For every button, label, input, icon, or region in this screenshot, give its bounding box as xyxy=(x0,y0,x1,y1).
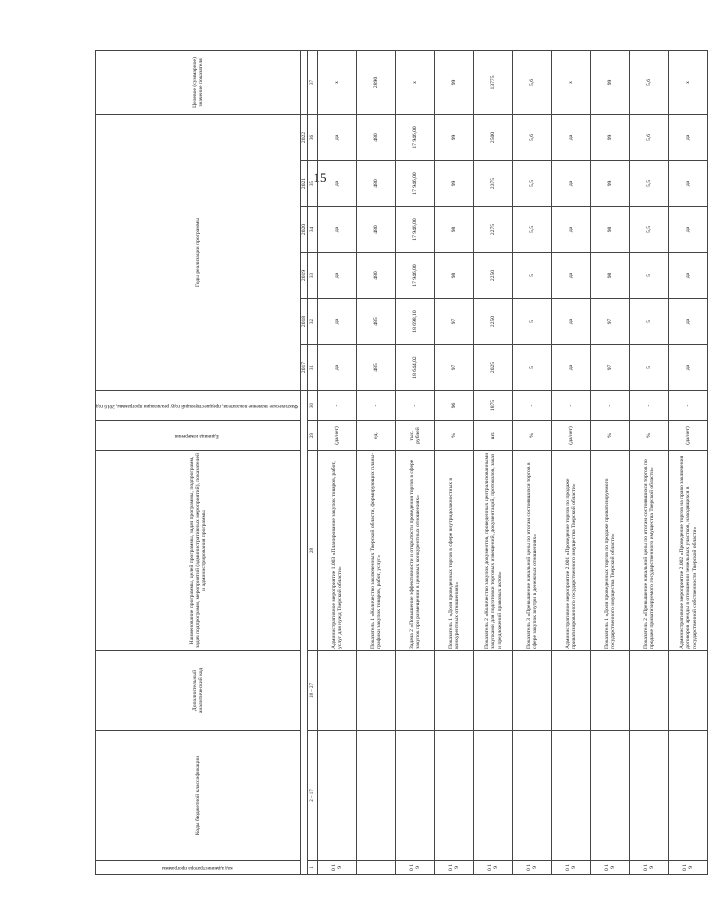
row-name: Показатель 2 «Превышение начальной цены по итогам состоявшихся торгов по продаже приватизируемого государственного имущества Тверской области» xyxy=(630,451,669,651)
row-year-value: 5 xyxy=(630,299,669,345)
row-year-value: да xyxy=(669,207,708,253)
row-year-value: 17 946,00 xyxy=(396,161,435,207)
table-row xyxy=(552,50,591,874)
colnum: 18 – 27 xyxy=(308,651,318,731)
row-name: Показатель 1 «Доля проведенных торгов по продаже приватизируемого государственного имущества Тверской области» xyxy=(591,451,630,651)
row-name: Административное мероприятие 1.003 «Планирование закупок товаров, работ, услуг для нужд Тверской области» xyxy=(318,451,357,651)
row-budget-codes xyxy=(396,731,435,861)
colnum: 29 xyxy=(308,421,318,451)
row-unit: (да/нет) xyxy=(552,421,591,451)
colnum: 33 xyxy=(308,253,318,299)
row-year-value: 18 644,02 xyxy=(396,345,435,391)
table-row xyxy=(318,50,357,874)
row-year-value: 98 xyxy=(435,207,474,253)
row-year-value: 99 xyxy=(591,114,630,160)
row-budget-codes xyxy=(357,731,396,861)
row-unit: % xyxy=(513,421,552,451)
row-unit: (да/нет) xyxy=(669,421,708,451)
row-budget-codes xyxy=(669,731,708,861)
row-year-value: да xyxy=(318,345,357,391)
row-base: - xyxy=(591,391,630,421)
table-row xyxy=(474,50,513,874)
col-years-group: Годы реализации программы xyxy=(96,114,301,390)
row-year-value: 5 xyxy=(513,299,552,345)
col-budget-codes: Коды бюджетной классификации xyxy=(96,731,301,861)
table-row xyxy=(630,50,669,874)
year-2018: 2018 xyxy=(301,299,308,345)
target-spacer xyxy=(301,50,308,114)
row-name: Показатель 1 «Доля проведенных торгов в сфере внутридолжностных в конкурентных отношениях» xyxy=(435,451,474,651)
row-base: 96 xyxy=(435,391,474,421)
col-names: Наименование программы, целей программы, задач программы, подпрограмм, задач подпрограмм, мероприятий (административных мероприятий), показателей и администрирования программы xyxy=(96,451,301,651)
row-year-value: 2275 xyxy=(474,207,513,253)
row-year-value: 97 xyxy=(435,345,474,391)
row-budget-codes xyxy=(552,731,591,861)
row-year-value: 17 946,00 xyxy=(396,253,435,299)
row-analytic-code xyxy=(396,651,435,731)
table-row xyxy=(591,50,630,874)
row-year-value: 2250 xyxy=(474,253,513,299)
row-year-value: да xyxy=(552,299,591,345)
row-analytic-code xyxy=(591,651,630,731)
row-year-value: 2250 xyxy=(474,299,513,345)
row-code: 0 1 9 xyxy=(630,861,669,875)
row-year-value: да xyxy=(552,345,591,391)
row-year-value: да xyxy=(669,299,708,345)
row-year-value: да xyxy=(318,161,357,207)
row-year-value: да xyxy=(669,161,708,207)
row-unit: % xyxy=(435,421,474,451)
row-code xyxy=(357,861,396,875)
row-analytic-code xyxy=(552,651,591,731)
rotated-table-area xyxy=(95,57,698,875)
row-year-value: 5,5 xyxy=(630,161,669,207)
row-year-value: 5 xyxy=(513,345,552,391)
row-year-value: 98 xyxy=(435,253,474,299)
row-base: - xyxy=(630,391,669,421)
row-year-value: 99 xyxy=(591,161,630,207)
row-year-value: 98 xyxy=(591,207,630,253)
row-year-value: 99 xyxy=(435,161,474,207)
row-year-value: да xyxy=(552,253,591,299)
row-year-value: 485 xyxy=(357,345,396,391)
row-year-value: 5,5 xyxy=(513,161,552,207)
row-analytic-code xyxy=(318,651,357,731)
row-code: 0 1 9 xyxy=(474,861,513,875)
row-year-value: 97 xyxy=(591,345,630,391)
row-year-value: 97 xyxy=(591,299,630,345)
row-year-value: 485 xyxy=(357,299,396,345)
row-target: 5,6 xyxy=(630,50,669,114)
row-year-value: 5 xyxy=(630,345,669,391)
row-name: Административное мероприятие 2.001 «Проведение торгов по продаже приватизированного государственного имущества Тверской области» xyxy=(552,451,591,651)
row-year-value: 5,5 xyxy=(630,207,669,253)
row-analytic-code xyxy=(669,651,708,731)
row-unit: шт. xyxy=(474,421,513,451)
row-year-value: да xyxy=(669,114,708,160)
row-analytic-code xyxy=(435,651,474,731)
row-target: х xyxy=(318,50,357,114)
year-2022: 2022 xyxy=(301,114,308,160)
row-analytic-code xyxy=(474,651,513,731)
row-year-value: да xyxy=(669,253,708,299)
row-target: х xyxy=(396,50,435,114)
row-base: - xyxy=(318,391,357,421)
colnum: 36 xyxy=(308,114,318,160)
colnum: 35 xyxy=(308,161,318,207)
row-unit: ед. xyxy=(357,421,396,451)
page-number: 15 xyxy=(313,170,327,185)
row-base: - xyxy=(513,391,552,421)
rotated-table xyxy=(95,57,698,875)
row-target: х xyxy=(669,50,708,114)
col-analytic-code: Дополнительный аналитический код xyxy=(96,651,301,731)
table-row xyxy=(357,50,396,874)
row-name: Показатель 3 «Превышение начальной цены по итогам состоявшихся торгов в сфере закупок внутри в денежных отношениях» xyxy=(513,451,552,651)
row-year-value: 5,6 xyxy=(513,114,552,160)
year-2020: 2020 xyxy=(301,207,308,253)
col-base-year: Фактическое значение показателя, предшествующий году реализации программы, 2016 год xyxy=(96,391,301,421)
row-base: - xyxy=(669,391,708,421)
row-name: Показатель 2 «Количество закупок документов, проведенных централизованными закупками для подготовки торговых извещений, документаций, протоколов, заказ и предложений правовых актов» xyxy=(474,451,513,651)
row-budget-codes xyxy=(591,731,630,861)
row-year-value: 2025 xyxy=(474,345,513,391)
row-budget-codes xyxy=(630,731,669,861)
row-analytic-code xyxy=(513,651,552,731)
row-analytic-code xyxy=(357,651,396,731)
table-row xyxy=(669,50,708,874)
row-year-value: да xyxy=(552,114,591,160)
row-year-value: 480 xyxy=(357,114,396,160)
year-2019: 2019 xyxy=(301,253,308,299)
row-year-value: 98 xyxy=(591,253,630,299)
colnum: 32 xyxy=(308,299,318,345)
row-year-value: 99 xyxy=(435,114,474,160)
colnum: 31 xyxy=(308,345,318,391)
row-name: Задача 2 «Повышение эффективности и открытости проведения торгов в сфере закупок при размещении в ценовых конкурентных отношениях» xyxy=(396,451,435,651)
col-target: Целевое (суммарное) значение показателя xyxy=(96,50,301,114)
row-year-value: 5 xyxy=(513,253,552,299)
row-budget-codes xyxy=(513,731,552,861)
row-year-value: да xyxy=(318,253,357,299)
table-row xyxy=(435,50,474,874)
row-base: 1875 xyxy=(474,391,513,421)
colnum: 30 xyxy=(308,391,318,421)
row-budget-codes xyxy=(474,731,513,861)
row-unit: % xyxy=(630,421,669,451)
row-year-value: да xyxy=(552,161,591,207)
colnum: 37 xyxy=(308,50,318,114)
row-year-value: 480 xyxy=(357,161,396,207)
row-name: Показатель 1 «Количество заключенных Тверской области, формирующих планы-графики закупок товаров, работ, услуг» xyxy=(357,451,396,651)
row-year-value: да xyxy=(318,207,357,253)
row-budget-codes xyxy=(435,731,474,861)
row-base: - xyxy=(396,391,435,421)
row-budget-codes xyxy=(318,731,357,861)
row-code: 0 1 9 xyxy=(396,861,435,875)
header-spacer xyxy=(301,391,308,875)
row-code: 0 1 9 xyxy=(318,861,357,875)
row-year-value: 5 xyxy=(630,253,669,299)
year-2017: 2017 xyxy=(301,345,308,391)
row-code: 0 1 9 xyxy=(591,861,630,875)
row-code: 0 1 9 xyxy=(552,861,591,875)
colnum: 1 xyxy=(308,861,318,875)
year-2021: 2021 xyxy=(301,161,308,207)
row-analytic-code xyxy=(630,651,669,731)
row-name: Административное мероприятие 2.002 «Проведение торгов на право заключения договоров аренды в отношении земельных участков, находящихся в государственной собственности Тверской области» xyxy=(669,451,708,651)
row-year-value: 480 xyxy=(357,253,396,299)
row-year-value: 2500 xyxy=(474,114,513,160)
row-year-value: 5,6 xyxy=(630,114,669,160)
row-unit: % xyxy=(591,421,630,451)
row-code: 0 1 9 xyxy=(435,861,474,875)
row-year-value: да xyxy=(318,299,357,345)
row-target: 13775 xyxy=(474,50,513,114)
row-base: - xyxy=(552,391,591,421)
row-base: - xyxy=(357,391,396,421)
row-year-value: да xyxy=(552,207,591,253)
row-target: 5,6 xyxy=(513,50,552,114)
col-unit: Единица измерения xyxy=(96,421,301,451)
row-target: 2890 xyxy=(357,50,396,114)
row-year-value: 18 698,10 xyxy=(396,299,435,345)
program-indicators-table xyxy=(95,50,708,875)
row-year-value: 2375 xyxy=(474,161,513,207)
col-admin-code: код администратора программы xyxy=(96,861,301,875)
colnum: 28 xyxy=(308,451,318,651)
row-year-value: да xyxy=(669,345,708,391)
row-year-value: 5,5 xyxy=(513,207,552,253)
row-code: 0 1 9 xyxy=(669,861,708,875)
row-target: 99 xyxy=(435,50,474,114)
table-row xyxy=(513,50,552,874)
row-year-value: 17 946,00 xyxy=(396,207,435,253)
row-target: х xyxy=(552,50,591,114)
row-year-value: 480 xyxy=(357,207,396,253)
row-year-value: 17 946,00 xyxy=(396,114,435,160)
row-unit: (да/нет) xyxy=(318,421,357,451)
row-code: 0 1 9 xyxy=(513,861,552,875)
colnum: 2 – 17 xyxy=(308,731,318,861)
row-target: 99 xyxy=(591,50,630,114)
colnum: 34 xyxy=(308,207,318,253)
row-unit: тыс. рублей xyxy=(396,421,435,451)
table-row xyxy=(396,50,435,874)
row-year-value: да xyxy=(318,114,357,160)
row-year-value: 97 xyxy=(435,299,474,345)
